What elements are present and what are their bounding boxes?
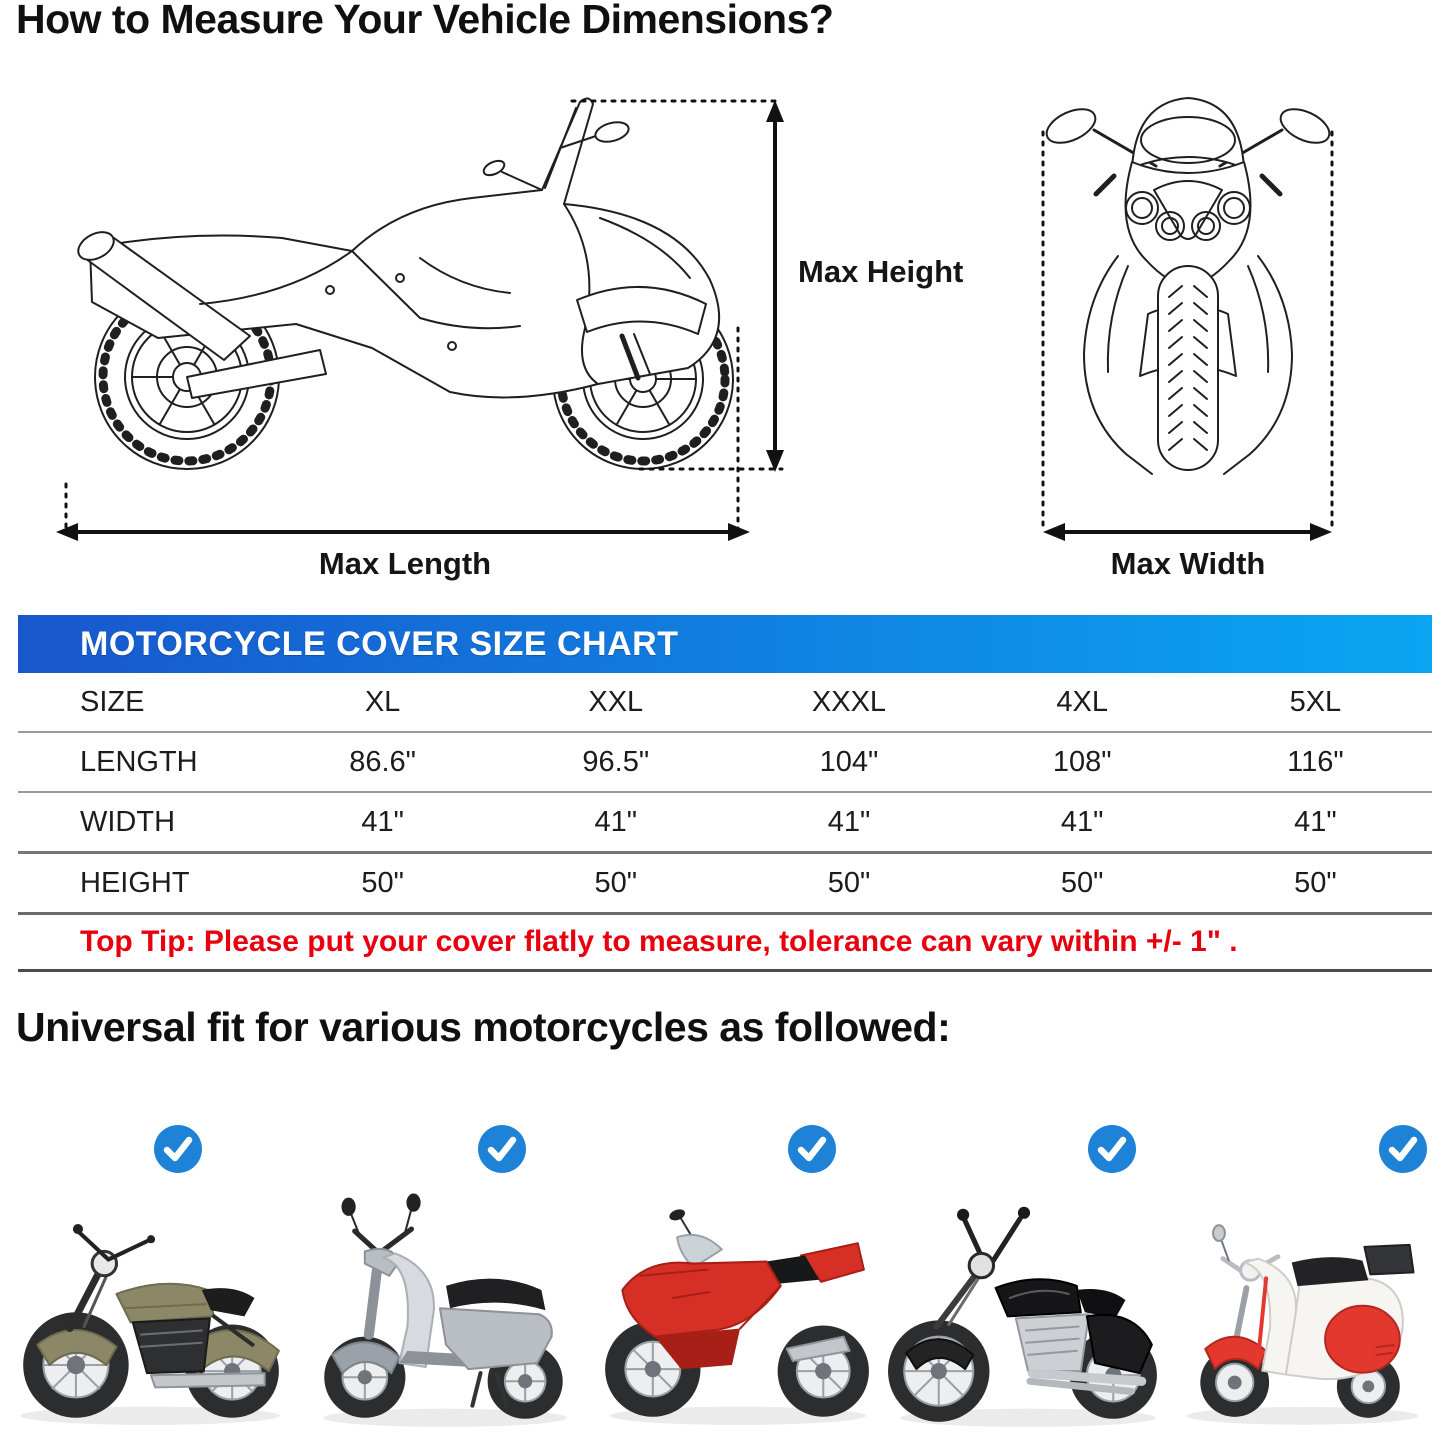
max-height-arrow bbox=[766, 100, 784, 472]
cell: 104" bbox=[819, 745, 879, 778]
page-title: How to Measure Your Vehicle Dimensions? bbox=[16, 0, 834, 42]
table-row-height bbox=[18, 854, 1432, 915]
column-header: 5XL bbox=[1289, 685, 1342, 718]
cell: 108" bbox=[1052, 745, 1112, 778]
cruiser-motorcycle-icon bbox=[0, 1156, 300, 1432]
section-title: Universal fit for various motorcycles as followed: bbox=[16, 1004, 951, 1050]
cell: 50" bbox=[1294, 866, 1337, 899]
row-label: HEIGHT bbox=[80, 866, 190, 899]
column-header: XL bbox=[364, 685, 401, 718]
size-chart-tip: Top Tip: Please put your cover flatly to measure, tolerance can vary within +/- 1" . bbox=[18, 915, 1432, 972]
cell: 50" bbox=[1060, 866, 1104, 899]
cell: 116" bbox=[1287, 745, 1344, 778]
cell: 50" bbox=[594, 866, 638, 899]
cell: 41" bbox=[594, 805, 638, 838]
motorcycle-side-view-line-art bbox=[74, 98, 733, 469]
max-length-arrow bbox=[56, 523, 750, 541]
chopper-motorcycle-icon bbox=[875, 1156, 1175, 1432]
row-label: WIDTH bbox=[80, 805, 176, 838]
cell: 86.6" bbox=[349, 745, 416, 778]
cell: 41" bbox=[361, 805, 404, 838]
cell: 41" bbox=[827, 805, 871, 838]
column-header: XXL bbox=[588, 685, 644, 718]
cell: 96.5" bbox=[582, 745, 650, 778]
scooter-icon bbox=[295, 1156, 595, 1432]
column-header: SIZE bbox=[80, 685, 145, 718]
table-row-width bbox=[18, 793, 1432, 854]
cell: 50" bbox=[361, 866, 404, 899]
table-row-length bbox=[18, 733, 1432, 793]
max-width-label: Max Width bbox=[1110, 546, 1266, 581]
column-header: XXXL bbox=[811, 685, 887, 718]
max-height-label: Max Height bbox=[798, 254, 964, 289]
max-length-label: Max Length bbox=[318, 546, 492, 581]
cell: 41" bbox=[1294, 805, 1337, 838]
vespa-scooter-icon bbox=[1160, 1156, 1445, 1432]
row-label: LENGTH bbox=[80, 745, 198, 778]
cell: 50" bbox=[827, 866, 871, 899]
measurement-diagram bbox=[0, 88, 1445, 618]
sport-bike-icon bbox=[585, 1156, 885, 1432]
size-chart-header: MOTORCYCLE COVER SIZE CHART bbox=[18, 615, 1432, 673]
motorcycle-front-view-line-art bbox=[1042, 98, 1335, 474]
size-chart-columns-row bbox=[18, 673, 1432, 733]
cell: 41" bbox=[1060, 805, 1104, 838]
column-header: 4XL bbox=[1056, 685, 1108, 718]
size-chart-table bbox=[18, 615, 1432, 972]
max-width-arrow bbox=[1043, 523, 1332, 541]
